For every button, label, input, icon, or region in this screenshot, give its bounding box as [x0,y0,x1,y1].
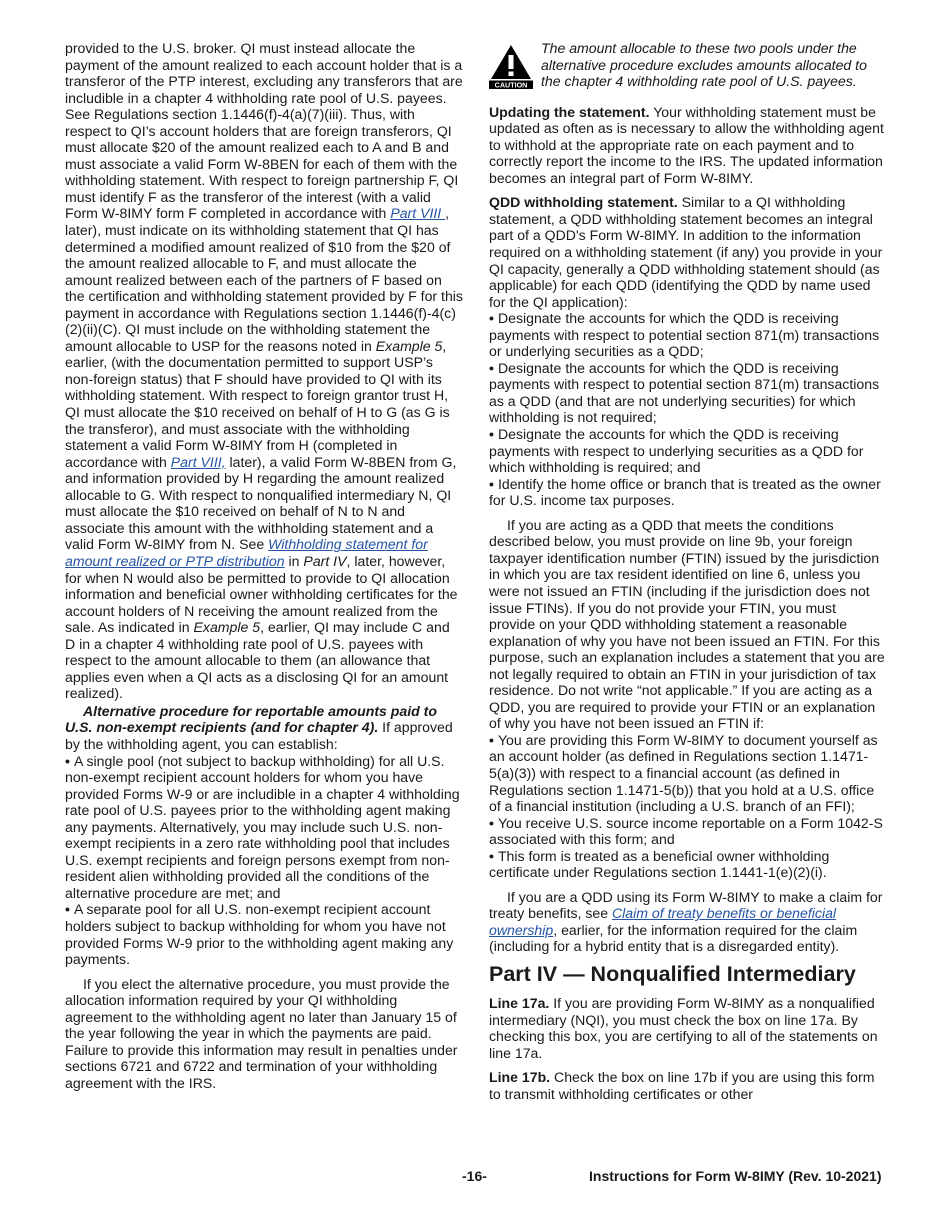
qdd-statement-paragraph: QDD withholding statement. Similar to a QI withholding statement, a QDD withholding statement becomes an integral part of a QDD's Form W-8IMY. In addition to the information required on a withholding statement (if any) you provide in your QI capacity, generally a QDD withholding statement should (as applicable) for each QDD (identifying the QDD by name used for the QI application): [489,194,883,310]
alternative-election-paragraph: If you elect the alternative procedure, you must provide the allocation information required by your QI withholding agreement to the withholding agent no later than January 15 of the year following the year in which the payments are paid. Failure to provide this information may result in penalties under sections 6721 and 6722 and termination of your withholding agreement with the IRS. [65,975,458,1091]
bullet-item: • Designate the accounts for which the QDD is receiving payments with respect to potential section 871(m) transactions or underlying securities as a QDD; [489,310,880,360]
line-17b-paragraph: Line 17b. Check the box on line 17b if you are using this form to transmit withholding certificates or other [489,1069,875,1102]
bullet-item: • Designate the accounts for which the QDD is receiving payments with respect to potential section 871(m) transactions as a QDD (and that are not underlying securities) for which withholding is not required; [489,359,880,426]
bullet-item: • Identify the home office or branch that is treated as the owner for U.S. income tax purposes. [489,475,881,509]
form-title-footer: Instructions for Form W-8IMY (Rev. 10-2021) [589,1168,882,1184]
caution-icon [489,43,533,89]
updating-statement-paragraph: Updating the statement. Your withholding statement must be updated as often as is necessary to allow the withholding agent to withhold at the appropriate rate on each payment and to correctly report the income to the IRS. The updated information becomes an integral part of Form W-8IMY. [489,103,884,186]
bullet-icon: • [489,814,494,831]
caution-text: The amount allocable to these two pools under the alternative procedure excludes amounts allocated to the chapter 4 withholding rate pool of U.S. payees. [541,40,867,90]
withholding-statement-link[interactable]: Withholding statement for amount realized or PTP distribution [65,536,428,569]
bullet-icon: • [489,359,494,376]
right-column [489,40,885,1102]
caution-label: CAUTION [494,80,528,89]
left-column [65,40,463,1091]
bullet-icon: • [489,731,494,748]
part-viii-link-1[interactable]: Part VIII [390,205,446,222]
treaty-paragraph: If you are a QDD using its Form W-8IMY to make a claim for treaty benefits, see Claim of treaty benefits or beneficial ownership, earlier, for the information required for the claim (including for a hybrid entity that is a disregarded entity). [489,888,883,955]
bullet-item: • You receive U.S. source income reportable on a Form 1042-S associated with this form; and [489,814,883,848]
bullet-icon: • [489,310,494,327]
part-iv-heading: Part IV — Nonqualified Intermediary [489,961,856,986]
bullet-item: • Designate the accounts for which the QDD is receiving payments with respect to underlying securities as a QDD for which withholding is required; and [489,426,864,476]
bullet-item: • You are providing this Form W-8IMY to document yourself as an account holder (as defined in Regulations section 1.1471-5(a)(3)) with respect to a financial account (as defined in Regulations section 1.1471-5(b)) that you hold at a U.S. office of a financial institution (including a U.S. branch of an FFI); [489,731,878,815]
ftin-paragraph: If you are acting as a QDD that meets the conditions described below, you must provide on line 9b, your foreign taxpayer identification number (FTIN) issued by the jurisdiction in which you are tax resident identified on line 6, unless you were not issued an FTIN (including if the jurisdiction does not issue FTINs). If you do not provide your FTIN, you must provide on your QDD withholding statement a reasonable explanation of why you have not been issued an FTIN. For this purpose, such an explanation includes a statement that you are not legally required to obtain an FTIN in your jurisdiction of tax residence. Do not write “not applicable.” If you are acting as a QDD, you are required to provide your FTIN or an explanation of why you have not been issued an FTIN if: [489,516,885,732]
treaty-benefits-link[interactable]: Claim of treaty benefits or beneficial ownership [489,905,837,938]
bullet-icon: • [65,901,70,918]
line-17a-paragraph: Line 17a. If you are providing Form W-8IMY as a nonqualified intermediary (NQI), you must check the box on line 17a. By checking this box, you are certifying to all of the statements on line 17a. [489,994,878,1061]
bullet-icon: • [65,752,70,769]
bullet-item: • A single pool (not subject to backup withholding) for all U.S. non-exempt recipient account holders for whom you have provided Forms W-9 or are includible in a chapter 4 withholding rate pool of U.S. payees prior to the withholding agent making any payments. Alternatively, you may include such U.S. non-exempt recipients in a zero rate withholding pool that includes U.S. exempt recipients and foreign persons exempt from non-resident alien withholding provided all the conditions of the alternative procedure are met; and [65,752,460,901]
part-viii-link-2[interactable]: Part VIII, [170,453,226,470]
page-number: -16- [462,1168,487,1184]
bullet-icon: • [489,847,494,864]
left-paragraph-1: provided to the U.S. broker. QI must instead allocate the payment of the amount realized to each account holder that is a transferor of the PTP interest, excluding any transferors that are includible in a chapter 4 withholding rate pool of U.S. payees. See Regulations section 1.1446(f)-4(a)(7)(iii). Thus, with respect to QI’s account holders that are foreign transferors, QI must allocate $20 of the amount realized each to A and B and must associate a valid Form W-8BEN for each of them with the withholding statement. With respect to foreign partnership F, QI must identify F as the transferor of the interest (with a valid Form W-8IMY form F completed in accordance with Part VIII , later), must indicate on its withholding statement that QI has determined a modified amount realized of $10 from the $20 of the amount realized allocable to F, and must allocate the amount realized between each of the partners of F based on the certification and withholding statement provided by F for this payment in accordance with Regulations section 1.1446(f)-4(c)(2)(ii)(C). QI must include on the withholding statement the amount allocable to USP for the reasons noted in Example 5, earlier, (with the documentation permitted to support USP’s non-foreign status) that F should have provided to QI with its withholding statement. With respect to foreign grantor trust H, QI must allocate the $10 received on behalf of H to G (as G is the transferor), and must associate with the withholding statement a valid Form W-8IMY from H (completed in accordance with Part VIII, later), a valid Form W-8BEN from G, and information provided by H regarding the amount realized allocable to G. With respect to nonqualified intermediary N, QI must allocate the $10 received on behalf of N to N and associate this amount with the withholding statement and a valid Form W-8IMY from N. See Withholding statement for amount realized or PTP distribution in Part IV, later, however, for when N would also be permitted to provide to QI allocation information and beneficial owner withholding certificates for the account holders of N receiving the amount realized from the sale. As indicated in Example 5, earlier, QI may include C and D in a chapter 4 withholding rate pool of U.S. payees with respect to the amount allocable to them (an allowance that applies even when a QI acts as a disclosing QI for an amount realized). [65,40,463,702]
caution-block [489,40,885,90]
bullet-icon: • [489,426,494,443]
bullet-item: • This form is treated as a beneficial owner withholding certificate under Regulations section 1.1441-1(e)(2)(i). [489,847,830,881]
bullet-item: • A separate pool for all U.S. non-exempt recipient account holders subject to backup withholding for whom you have not provided Forms W-9 prior to the withholding agent making any payments. [65,901,454,968]
bullet-icon: • [489,475,494,492]
alternative-procedure-paragraph: Alternative procedure for reportable amounts paid to U.S. non-exempt recipients (and for chapter 4). If approved by the withholding agent, you can establish: [65,702,453,752]
